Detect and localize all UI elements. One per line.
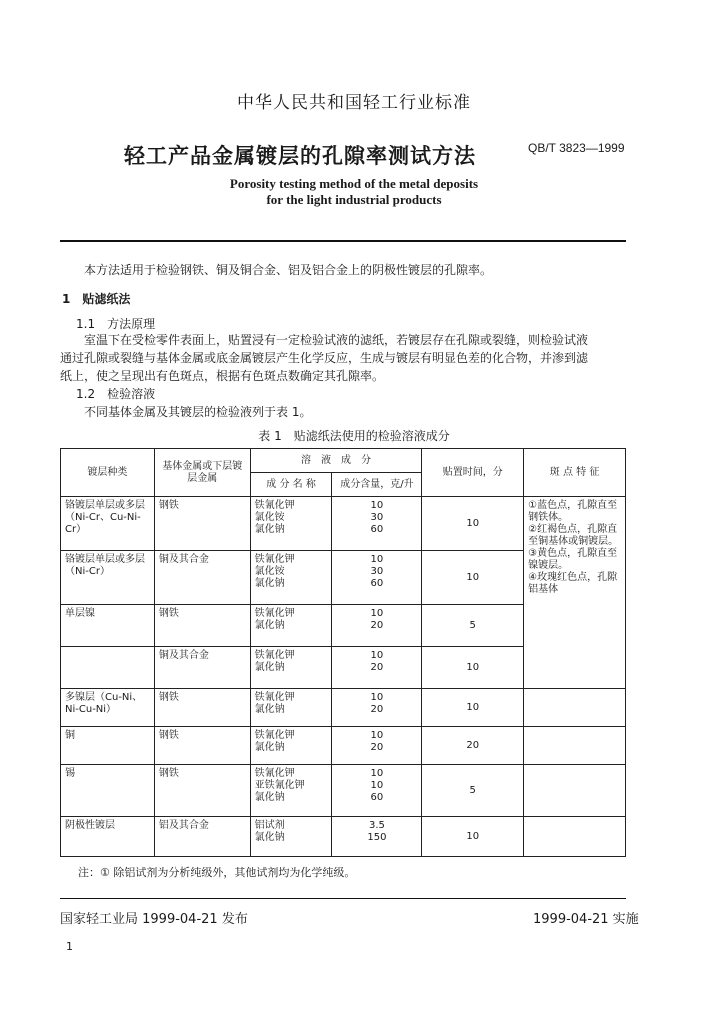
component: 氯化钠 bbox=[254, 792, 285, 803]
header-coating: 镀层种类 bbox=[61, 449, 155, 497]
header-rule bbox=[60, 240, 626, 242]
cell-coating bbox=[61, 647, 155, 689]
amount: 30 bbox=[370, 512, 384, 523]
cell-time: 10 bbox=[422, 689, 524, 727]
cell-coating: 铬镀层单层或多层（Ni-Cr） bbox=[61, 551, 155, 605]
component: 氯化钠 bbox=[254, 578, 285, 589]
amount: 20 bbox=[370, 662, 384, 673]
cell-time: 10 bbox=[422, 497, 524, 551]
header-component: 成 分 名 称 bbox=[250, 473, 332, 497]
cell-amounts bbox=[332, 647, 422, 689]
component: 铁氰化钾 bbox=[254, 554, 295, 565]
amount: 60 bbox=[370, 524, 384, 535]
cell-components bbox=[250, 765, 332, 817]
table-row bbox=[61, 765, 626, 817]
cell-coating: 锡 bbox=[61, 765, 155, 817]
amount: 30 bbox=[370, 566, 384, 577]
amount: 10 bbox=[370, 692, 384, 703]
amount: 10 bbox=[370, 554, 384, 565]
component: 铁氰化钾 bbox=[254, 730, 295, 741]
amount: 10 bbox=[370, 608, 384, 619]
cell-coating: 单层镍 bbox=[61, 605, 155, 647]
cell-components bbox=[250, 551, 332, 605]
header-solution: 溶 液 成 分 bbox=[250, 449, 422, 473]
amount: 3.5 bbox=[368, 820, 385, 831]
cell-amounts bbox=[332, 727, 422, 765]
cell-coating: 铜 bbox=[61, 727, 155, 765]
solution-table bbox=[60, 448, 626, 857]
component: 氯化铵 bbox=[254, 512, 285, 523]
cell-spot-empty bbox=[524, 689, 626, 727]
cell-time: 10 bbox=[422, 551, 524, 605]
cell-base: 钢铁 bbox=[154, 765, 250, 817]
cell-base: 钢铁 bbox=[154, 497, 250, 551]
header-content: 成分含量，克/升 bbox=[332, 473, 422, 497]
cell-components bbox=[250, 817, 332, 857]
cell-spot-empty bbox=[524, 727, 626, 765]
document-title-en-line1: Porosity testing method of the metal deposits bbox=[229, 176, 479, 191]
component: 氯化钠 bbox=[254, 704, 285, 715]
cell-components bbox=[250, 727, 332, 765]
table-row bbox=[61, 689, 626, 727]
table-row bbox=[61, 497, 626, 551]
table-note: 注：① 除铝试剂为分析纯级外，其他试剂均为化学纯级。 bbox=[78, 866, 356, 879]
component: 氯化钠 bbox=[254, 524, 285, 535]
section-1-1-line2: 通过孔隙或裂缝与基体金属或底金属镀层产生化学反应，生成与镀层有明显色差的化合物，并渗到滤 bbox=[60, 351, 589, 365]
component: 铁氰化钾 bbox=[254, 608, 295, 619]
cell-coating: 多镍层（Cu-Ni、Ni-Cu-Ni） bbox=[61, 689, 155, 727]
component: 铁氰化钾 bbox=[254, 650, 295, 661]
page-number: 1 bbox=[66, 940, 73, 953]
cell-base: 钢铁 bbox=[154, 605, 250, 647]
cell-amounts bbox=[332, 689, 422, 727]
cell-time: 5 bbox=[422, 765, 524, 817]
spot-feature: ③黄色点，孔隙直至镍镀层。 bbox=[528, 548, 618, 571]
component: 铝试剂 bbox=[254, 820, 285, 831]
component: 亚铁氰化钾 bbox=[254, 780, 305, 791]
standard-code: QB/T 3823—1999 bbox=[528, 141, 625, 155]
cell-base: 钢铁 bbox=[154, 689, 250, 727]
section-1-1-line3: 纸上，使之呈现出有色斑点，根据有色斑点数确定其孔隙率。 bbox=[60, 369, 385, 383]
amount: 10 bbox=[370, 730, 384, 741]
issue-date: 国家轻工业局 1999-04-21 发布 bbox=[60, 912, 248, 927]
cell-amounts bbox=[332, 765, 422, 817]
cell-base: 铝及其合金 bbox=[154, 817, 250, 857]
cell-time: 5 bbox=[422, 605, 524, 647]
component: 铁氰化钾 bbox=[254, 500, 295, 511]
cell-amounts bbox=[332, 817, 422, 857]
section-1-2-heading: 1.2 检验溶液 bbox=[76, 387, 156, 401]
amount: 20 bbox=[370, 620, 384, 631]
intro-paragraph: 本方法适用于检验钢铁、铜及铜合金、铝及铝合金上的阴极性镀层的孔隙率。 bbox=[84, 263, 493, 277]
cell-components bbox=[250, 689, 332, 727]
cell-amounts bbox=[332, 605, 422, 647]
amount: 10 bbox=[370, 780, 384, 791]
implementation-date: 1999-04-21 实施 bbox=[533, 912, 639, 927]
cell-components bbox=[250, 647, 332, 689]
component: 氯化钠 bbox=[254, 832, 285, 843]
amount: 10 bbox=[370, 650, 384, 661]
cell-base: 铜及其合金 bbox=[154, 551, 250, 605]
section-1-1-heading: 1.1 方法原理 bbox=[76, 317, 156, 331]
component: 氯化钠 bbox=[254, 742, 285, 753]
spot-feature: ②红褐色点，孔隙直至铜基体或铜镀层。 bbox=[528, 524, 619, 547]
footer-rule bbox=[60, 898, 626, 899]
amount: 20 bbox=[370, 704, 384, 715]
cell-coating: 阴极性镀层 bbox=[61, 817, 155, 857]
spot-feature: ④玫瑰红色点，孔隙铝基体 bbox=[528, 572, 618, 595]
cell-base: 钢铁 bbox=[154, 727, 250, 765]
component: 氯化铵 bbox=[254, 566, 285, 577]
table-row bbox=[61, 727, 626, 765]
standard-body-heading: 中华人民共和国轻工行业标准 bbox=[237, 93, 471, 113]
cell-amounts bbox=[332, 551, 422, 605]
cell-time: 20 bbox=[422, 727, 524, 765]
header-base-metal: 基体金属或下层镀层金属 bbox=[154, 449, 250, 497]
header-spot: 斑 点 特 征 bbox=[524, 449, 626, 497]
amount: 60 bbox=[370, 578, 384, 589]
header-time: 贴置时间，分 bbox=[422, 449, 524, 497]
table-row bbox=[61, 817, 626, 857]
cell-components bbox=[250, 605, 332, 647]
spot-feature: ①蓝色点，孔隙直至钢铁体。 bbox=[528, 500, 618, 523]
component: 铁氰化钾 bbox=[254, 768, 295, 779]
section-1-2-text: 不同基体金属及其镀层的检验液列于表 1。 bbox=[84, 405, 312, 419]
cell-components bbox=[250, 497, 332, 551]
component: 铁氰化钾 bbox=[254, 692, 295, 703]
document-title-en-line2: for the light industrial products bbox=[266, 192, 442, 207]
cell-time: 10 bbox=[422, 817, 524, 857]
section-1-heading: 1 贴滤纸法 bbox=[62, 292, 131, 306]
amount: 60 bbox=[370, 792, 384, 803]
cell-spot-empty bbox=[524, 765, 626, 817]
section-1-1-line1: 室温下在受检零件表面上，贴置浸有一定检验试液的滤纸，若镀层存在孔隙或裂缝，则检验试液 bbox=[84, 333, 589, 347]
component: 氯化钠 bbox=[254, 620, 285, 631]
amount: 10 bbox=[370, 500, 384, 511]
cell-amounts bbox=[332, 497, 422, 551]
cell-coating: 铬镀层单层或多层（Ni-Cr、Cu-Ni-Cr） bbox=[61, 497, 155, 551]
cell-spot-features bbox=[524, 497, 626, 689]
cell-spot-empty bbox=[524, 817, 626, 857]
table-caption: 表 1 贴滤纸法使用的检验溶液成分 bbox=[258, 429, 450, 443]
amount: 10 bbox=[370, 768, 384, 779]
amount: 20 bbox=[370, 742, 384, 753]
cell-base: 铜及其合金 bbox=[154, 647, 250, 689]
cell-time: 10 bbox=[422, 647, 524, 689]
component: 氯化钠 bbox=[254, 662, 285, 673]
document-title-zh: 轻工产品金属镀层的孔隙率测试方法 bbox=[124, 144, 476, 168]
amount: 150 bbox=[367, 832, 387, 843]
